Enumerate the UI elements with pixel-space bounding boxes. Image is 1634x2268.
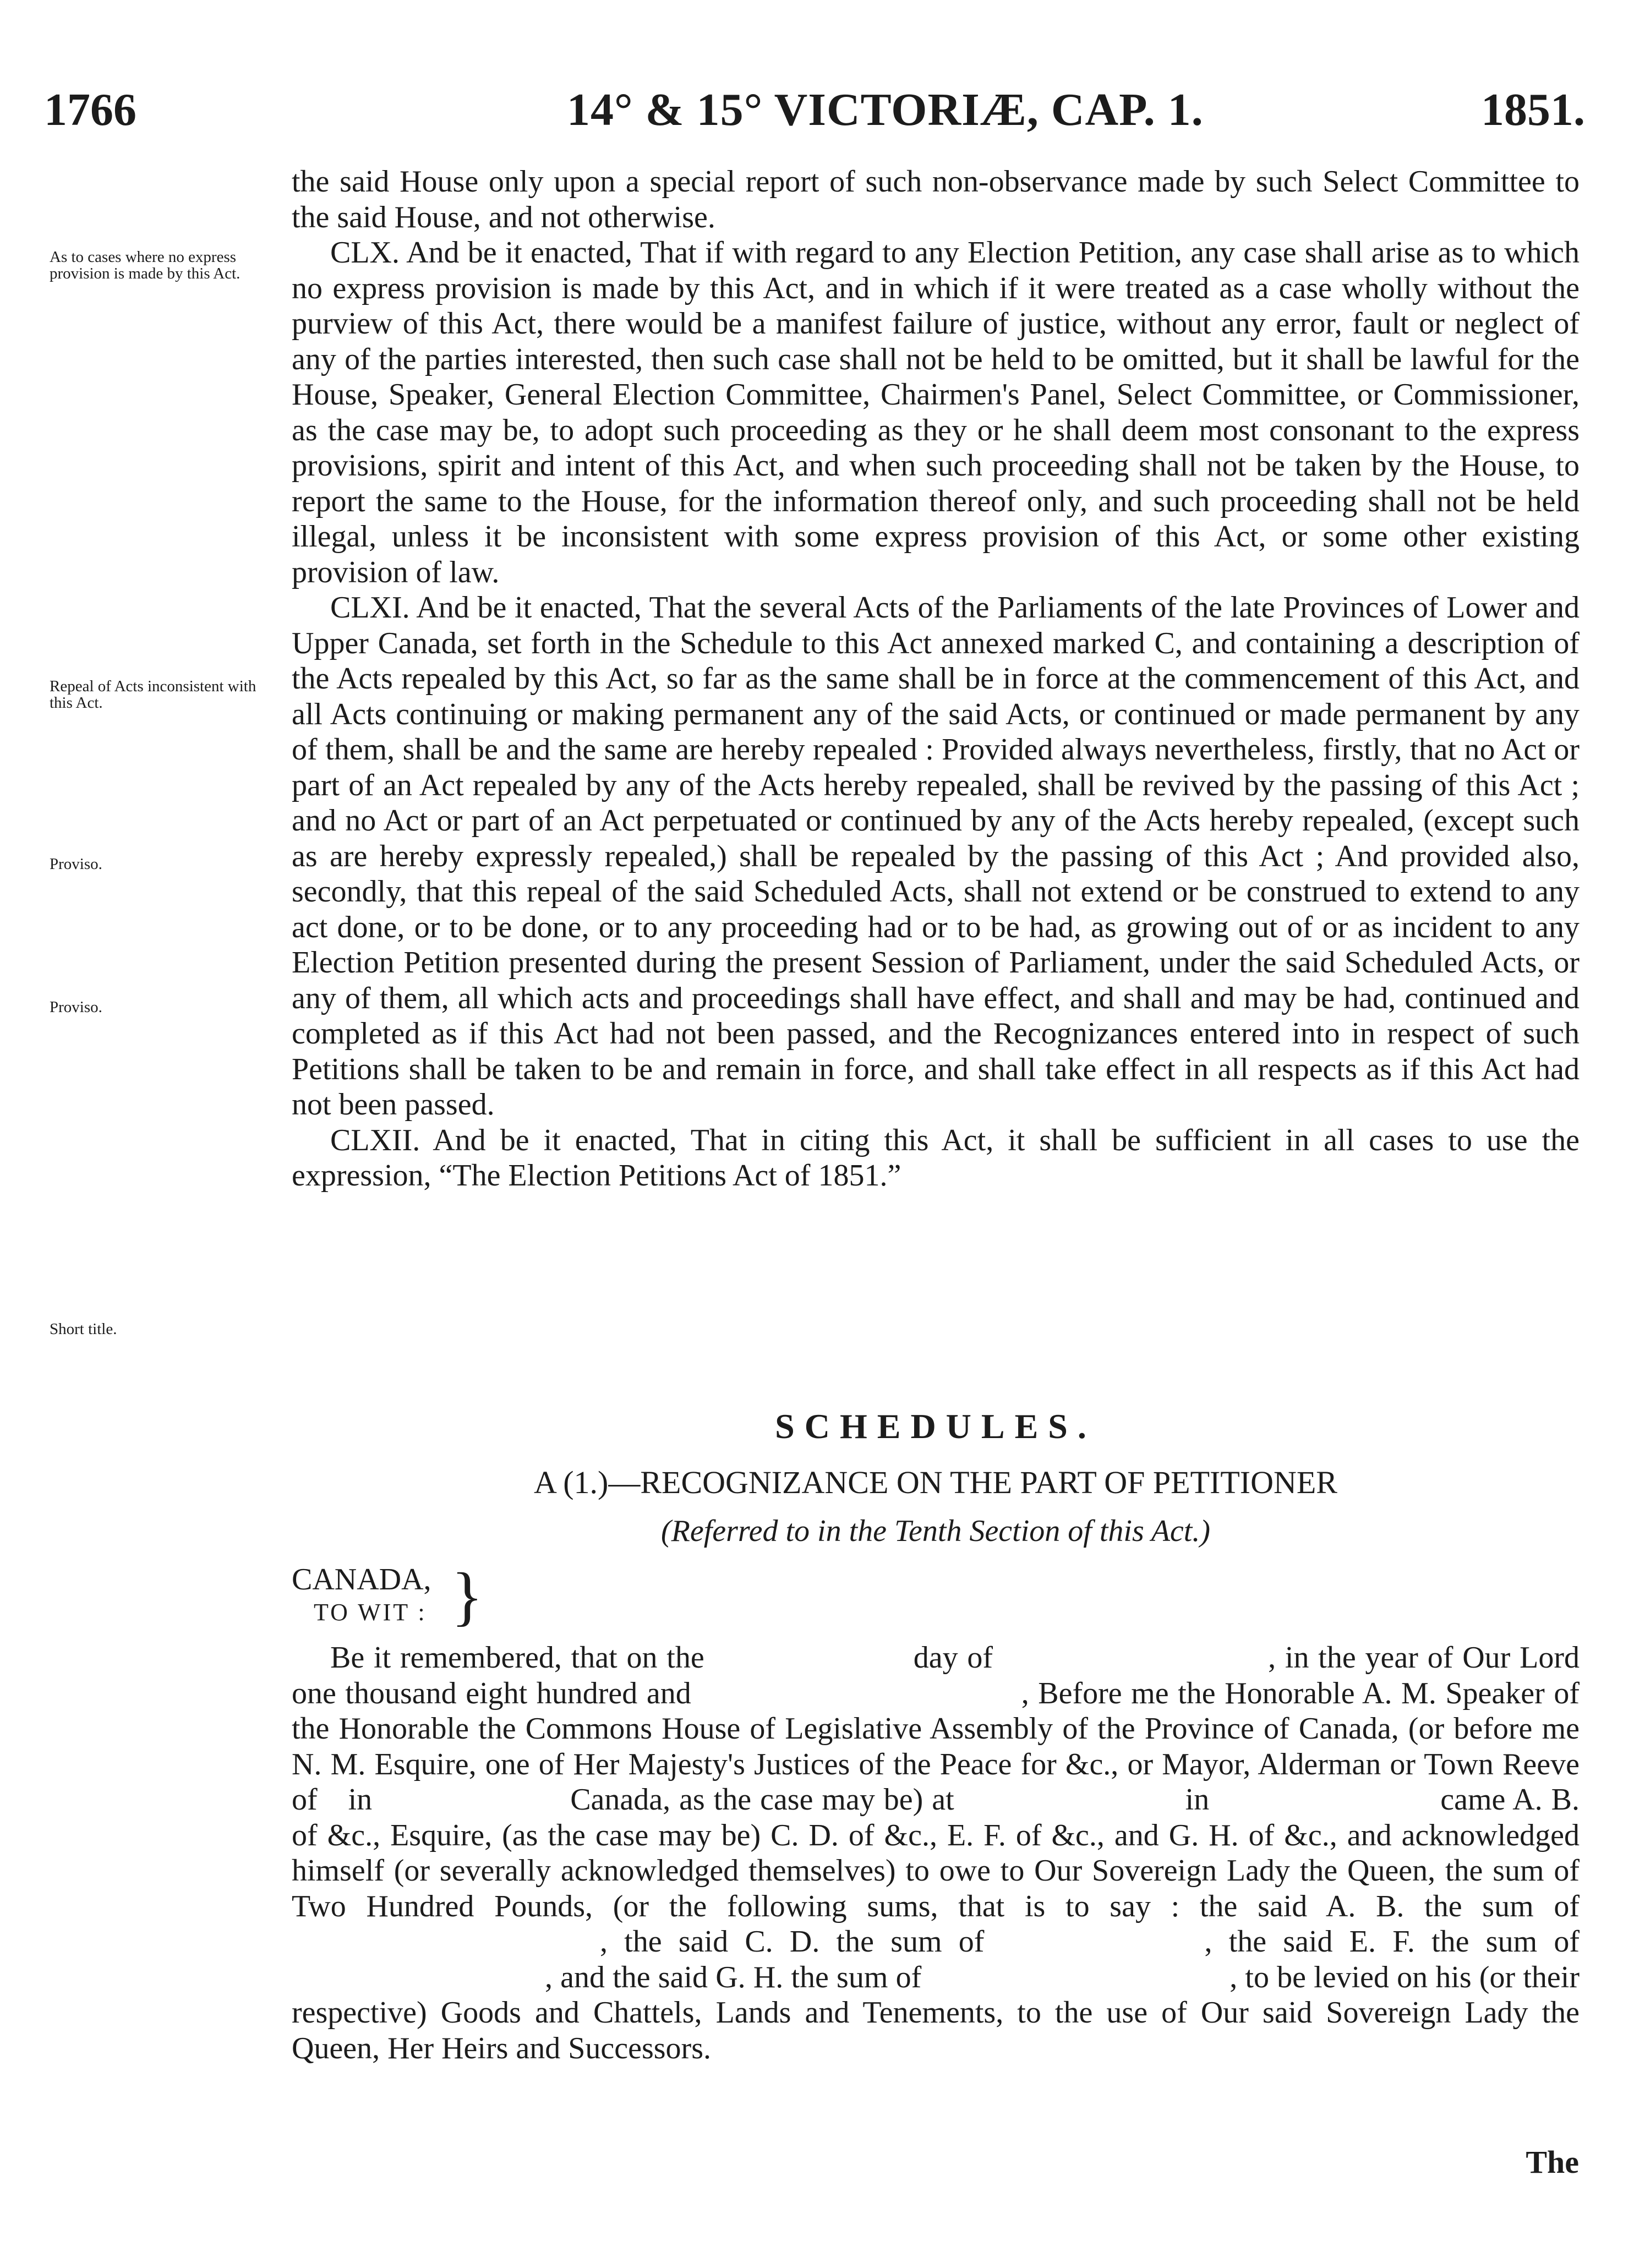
form-text: Canada, as the case may be) at [570, 1783, 954, 1817]
form-text: , and the said G. H. the sum of [545, 1960, 922, 1994]
margin-note-proviso: Proviso. [50, 855, 102, 873]
recognizance-form [292, 1640, 1580, 2066]
section-clxii: CLXII. And be it enacted, That in citing this Act, it shall be sufficient in all cases to use the expression, “The Election Petitions Act of 1851.” [292, 1123, 1580, 1193]
form-text: , in the year of Our Lord one thousand eight hundred and [292, 1641, 1580, 1710]
form-text: Be it remembered, that on the [330, 1641, 704, 1675]
venue-canada: CANADA, [292, 1562, 431, 1597]
schedule-reference: (Referred to in the Tenth Section of this Act.) [661, 1514, 1210, 1548]
running-header [44, 83, 1585, 143]
margin-note-short-title: Short title. [50, 1320, 117, 1338]
margin-note-repeal: Repeal of Acts inconsistent with this Act. [50, 677, 256, 712]
form-text: , to be levied on his (or their respective) Goods and Chattels, Lands and Tenements, to the use of Our said Sovereign Lady the Queen, Her Heirs and Successors. [292, 1960, 1580, 2065]
form-text: , the said C. D. the sum of [600, 1925, 985, 1959]
venue-block [292, 1559, 483, 1632]
form-text: , Before me the Honorable A. M. Speaker of the Honorable the Commons House of Legislative Assembly of the Province of Canada, (or before me N. M. Esquire, one of Her Majesty's Justices of the Peace for &c., or Mayor, Alderman or Town Reeve of [292, 1676, 1580, 1817]
section-clx: CLX. And be it enacted, That if with regard to any Election Petition, any case shall arise as to which no express provision is made by this Act, and in which if it were treated as a case wholly without the purview of this Act, there would be a manifest failure of justice, without any error, fault or neglect of any of the parties interested, then such case shall not be held to be omitted, but it shall be lawful for the House, Speaker, General Election Committee, Chairmen's Panel, Select Committee, or Commissioner, as the case may be, to adopt such proceeding as they or he shall deem most consonant to the express provisions, spirit and intent of this Act, and when such proceeding shall not be taken by the House, to report the same to the House, for the information thereof only, and such proceeding shall not be held illegal, unless it be inconsistent with some express provision of this Act, or some other existing provision of law. [292, 236, 1580, 589]
margin-note-no-provision: As to cases where no express provision is made by this Act. [50, 248, 241, 282]
catchword: The [1526, 2144, 1579, 2180]
margin-note-proviso: Proviso. [50, 998, 102, 1016]
section-clxi: CLXI. And be it enacted, That the several Acts of the Parliaments of the late Provinces of Lower and Upper Canada, set forth in the Schedule to this Act annexed marked C, and containing a description of the Acts repealed by this Act, so far as the same shall be in force at the commencement of this Act, and all Acts continuing or making permanent any of the said Acts, or continued or made permanent by any of them, shall be and the same are hereby repealed : Provided always nevertheless, firstly, that no Act or part of an Act repealed by any of the Acts hereby repealed, shall be revived by the passing of this Act ; and no Act or part of an Act perpetuated or continued by any of the Acts hereby repealed, (except such as are hereby expressly repealed,) shall be repealed by the passing of this Act ; And provided also, secondly, that this repeal of the said Scheduled Acts, shall not extend or be construed to extend to any act done, or to be done, or to any proceeding had or to be had, as growing out of or as incident to any Election Petition presented during the present Session of Parliament, under the said Scheduled Acts, or any of them, all which acts and proceedings shall have effect, and shall and may be had, continued and completed as if this Act had not been passed, and the Recognizances entered into in respect of such Petitions shall be taken to be and remain in force, and shall take effect in all respects as if this Act had not been passed. [292, 591, 1580, 1122]
statute-body [292, 164, 1580, 1194]
brace-mark: } [451, 1559, 483, 1632]
schedules-heading: SCHEDULES. [775, 1407, 1096, 1446]
schedule-subtitle: A (1.)—RECOGNIZANCE ON THE PART OF PETITIONER [534, 1464, 1337, 1500]
running-title: 14° & 15° VICTORIÆ, CAP. 1. [567, 84, 1204, 135]
form-text: came A. B. of &c., Esquire, (as the case may be) C. D. of &c., E. F. of &c., and G. H. of &c., and acknowledged himself (or severally acknowledged themselves) to owe to Our Sovereign Lady the Queen, the sum of Two Hundred Pounds, (or the following sums, that is to say : the said A. B. the sum of [292, 1783, 1580, 1923]
page-number: 1766 [44, 84, 136, 135]
form-text: in [348, 1783, 373, 1817]
form-text: , the said E. F. the sum of [1204, 1925, 1580, 1959]
header-year: 1851. [1481, 84, 1585, 135]
venue-to-wit: TO WIT : [314, 1599, 427, 1626]
form-text: day of [913, 1641, 993, 1675]
form-text: in [1185, 1783, 1210, 1817]
paragraph-continuation: the said House only upon a special report of such non-observance made by such Select Committee to the said House, and not otherwise. [292, 165, 1580, 234]
